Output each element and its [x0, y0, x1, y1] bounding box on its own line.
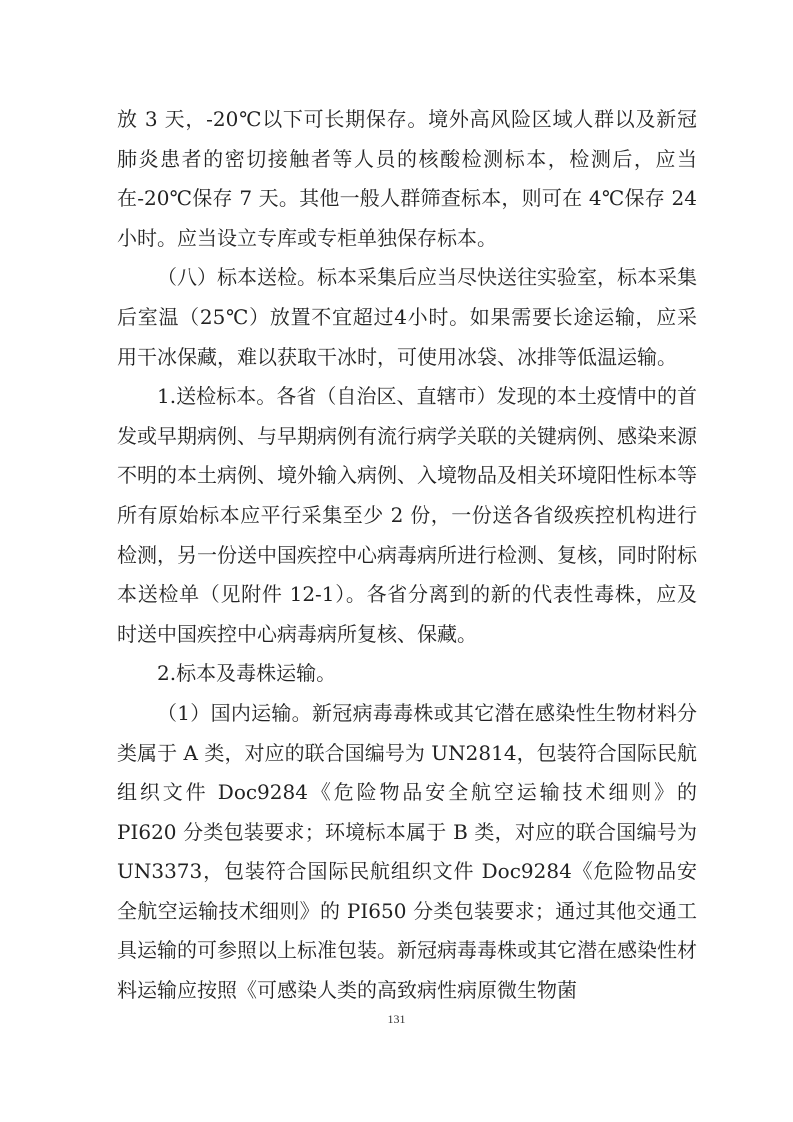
paragraph-item-2-transport-heading: 2.标本及毒株运输。 [157, 661, 337, 686]
paragraph-item-1-submit-specimens: 1.送检标本。各省（自治区、直辖市）发现的本土疫情中的首发或早期病例、与早期病例有流行病学关联的关键病例、感染来源不明的本土病例、境外输入病例、入境物品及相关环境阳性标本等所有原始标本应平行采集至少 2 份，一份送各省级疾控机构进行检测，另一份送中国疾控中心病毒病所进行检测、复核，同时附标本送检单（见附件 12-1）。各省分离到的新的代表性毒株，应及时送中国疾控中心病毒病所复核、保藏。 [117, 384, 697, 646]
document-body [117, 100, 697, 1011]
paragraph-subitem-1-domestic-transport: （1）国内运输。新冠病毒毒株或其它潜在感染性生物材料分类属于 A 类，对应的联合国编号为 UN2814，包装符合国际民航组织文件 Doc9284《危险物品安全航空运输技术细则》的 PI620 分类包装要求；环境标本属于 B 类，对应的联合国编号为 UN3373，包装符合国际民航组织文件 Doc9284《危险物品安全航空运输技术细则》的 PI650 分类包装要求；通过其他交通工具运输的可参照以上标准包装。新冠病毒毒株或其它潜在感染性材料运输应按照《可感染人类的高致病性病原微生物菌 [117, 700, 697, 1003]
paragraph-storage-continuation: 放 3 天，-20℃以下可长期保存。境外高风险区域人群以及新冠肺炎患者的密切接触者等人员的核酸检测标本，检测后，应当在-20℃保存 7 天。其他一般人群筛查标本，则可在 4℃保存 24 小时。应当设立专库或专柜单独保存标本。 [117, 107, 697, 250]
paragraph-section-8-specimen-submission: （八）标本送检。标本采集后应当尽快送往实验室，标本采集后室温（25℃）放置不宜超过4小时。如果需要长途运输，应采用干冰保藏，难以获取干冰时，可使用冰袋、冰排等低温运输。 [117, 265, 697, 369]
page-number: 131 [387, 1012, 406, 1026]
